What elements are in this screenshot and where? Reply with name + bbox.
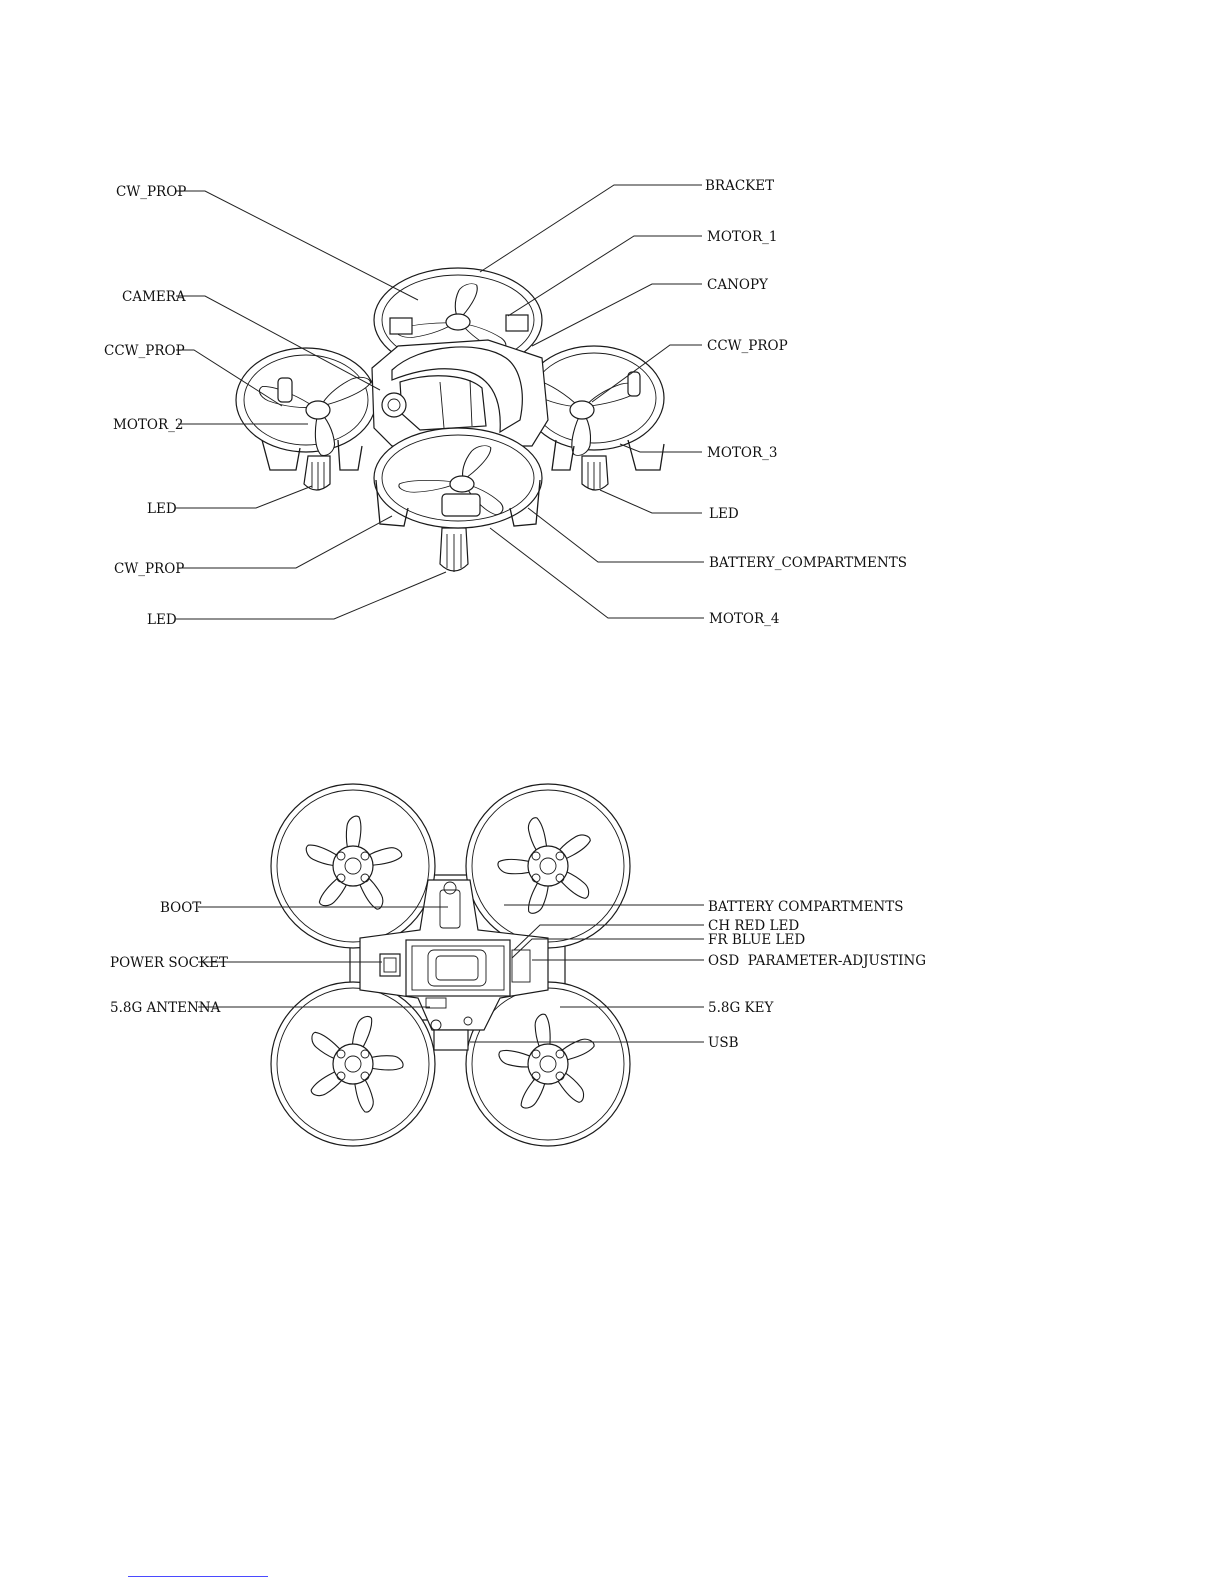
left-prop-guard bbox=[236, 348, 376, 470]
front-prop-guard bbox=[374, 428, 542, 528]
label-motor-3: MOTOR_3 bbox=[707, 445, 778, 461]
rotor-guard-top-left bbox=[271, 784, 435, 948]
label-cw-prop-1: CW_PROP bbox=[116, 184, 187, 200]
label-usb: USB bbox=[708, 1035, 739, 1051]
label-bracket: BRACKET bbox=[705, 178, 775, 194]
label-boot: BOOT bbox=[160, 900, 202, 916]
rotor-guard-top-right bbox=[466, 784, 630, 948]
label-led-2: LED bbox=[147, 612, 177, 628]
label-5-8g-antenna: 5.8G ANTENNA bbox=[110, 1000, 221, 1016]
label-ch-red-led: CH RED LED bbox=[708, 918, 800, 934]
label-ccw-prop-2: CCW_PROP bbox=[707, 338, 788, 354]
footer-link-underline bbox=[128, 1576, 268, 1577]
label-led-1: LED bbox=[147, 501, 177, 517]
label-camera: CAMERA bbox=[122, 289, 186, 305]
label-motor-2: MOTOR_2 bbox=[113, 417, 184, 433]
label-power-socket: POWER SOCKET bbox=[110, 955, 228, 971]
label-canopy: CANOPY bbox=[707, 277, 768, 293]
label-motor-1: MOTOR_1 bbox=[707, 229, 778, 245]
label-fr-blue-led: FR BLUE LED bbox=[708, 932, 806, 948]
label-battery-compartments-2: BATTERY COMPARTMENTS bbox=[708, 899, 904, 915]
label-battery-compartments: BATTERY_COMPARTMENTS bbox=[709, 555, 907, 571]
topdown-drone-drawing bbox=[271, 784, 630, 1146]
label-5-8g-key: 5.8G KEY bbox=[708, 1000, 774, 1016]
label-led-3: LED bbox=[709, 506, 739, 522]
label-cw-prop-2: CW_PROP bbox=[114, 561, 185, 577]
label-osd-parameter-adjusting: OSD PARAMETER-ADJUSTING bbox=[708, 953, 927, 969]
label-motor-4: MOTOR_4 bbox=[709, 611, 780, 627]
perspective-drone-drawing bbox=[236, 268, 664, 572]
label-ccw-prop-1: CCW_PROP bbox=[104, 343, 185, 359]
battery-box bbox=[406, 940, 510, 996]
